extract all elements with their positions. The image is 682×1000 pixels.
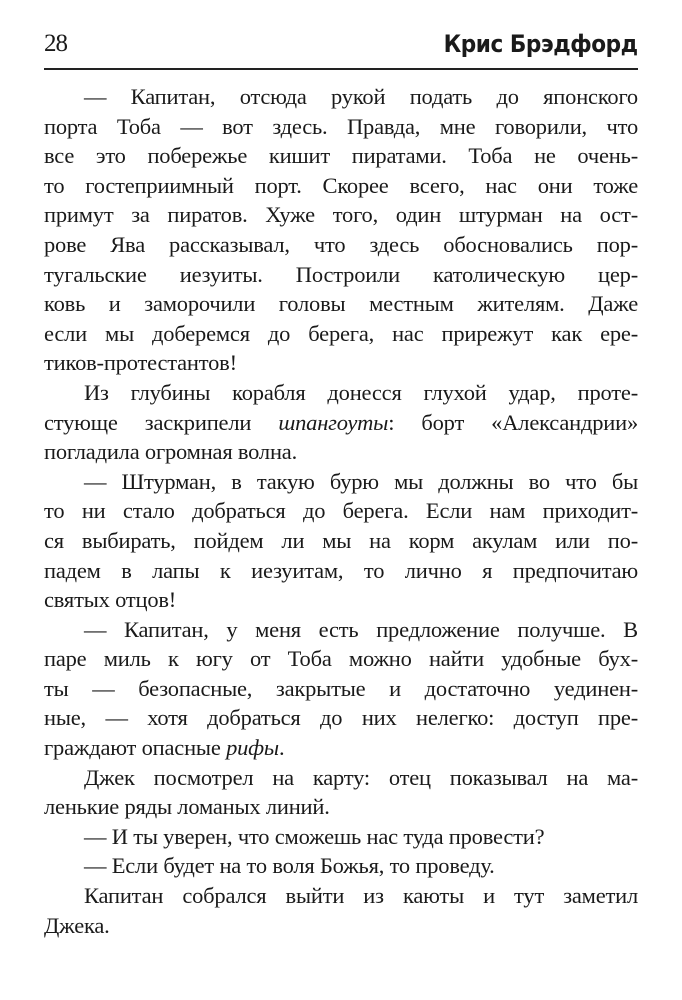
text-line: примут за пиратов. Хуже того, один штурман на ост- xyxy=(44,202,638,228)
text-line: паре миль к югу от Тоба можно найти удобные бух- xyxy=(44,646,638,672)
text-line: — Капитан, отсюда рукой подать до японского xyxy=(84,84,638,109)
text-line: Из глубины корабля донесся глухой удар, проте- xyxy=(84,379,638,405)
text-line: то ни стало добраться до берега. Если нам приходит- xyxy=(44,498,638,524)
text-line: ленькие ряды ломаных линий. xyxy=(44,794,330,820)
text-line xyxy=(44,408,638,438)
page-number: 28 xyxy=(44,30,67,57)
text-line: все это побережье кишит пиратами. Тоба не очень- xyxy=(44,143,638,169)
text-line: святых отцов! xyxy=(44,587,177,613)
text-line: Капитан собрался выйти из каюты и тут заметил xyxy=(84,883,638,909)
header-rule xyxy=(44,68,638,70)
text-line: — Если будет на то воля Божья, то проведу. xyxy=(84,853,495,879)
text-segment: граждают опасные xyxy=(44,735,227,761)
text-line: если мы доберемся до берега, нас прирежут как ере- xyxy=(44,320,638,346)
text-line: то гостеприимный порт. Скорее всего, нас они тоже xyxy=(44,172,638,198)
text-line: Джека. xyxy=(44,912,110,938)
italic-term: рифы xyxy=(226,735,279,761)
text-line: — Штурман, в такую бурю мы должны во что бы xyxy=(84,468,638,494)
text-line: ся выбирать, пойдем ли мы на корм акулам или по- xyxy=(44,527,638,553)
text-line: порта Тоба — вот здесь. Правда, мне говорили, что xyxy=(44,113,638,139)
text-line: погладила огромная волна. xyxy=(44,439,298,465)
text-line xyxy=(44,733,638,763)
text-line: падем в лапы к иезуитам, то лично я предпочитаю xyxy=(44,557,638,583)
running-header xyxy=(44,26,638,62)
text-line: — Капитан, у меня есть предложение получше. В xyxy=(84,616,638,642)
text-line: — И ты уверен, что сможешь нас туда провести? xyxy=(84,823,545,849)
text-line: ковь и заморочили головы местным жителям. Даже xyxy=(44,291,638,317)
text-line: рове Ява рассказывал, что здесь обосновались пор- xyxy=(44,231,638,257)
running-header-author: Крис Брэдфорд xyxy=(443,30,638,58)
text-segment: . xyxy=(278,735,285,761)
text-line: Джек посмотрел на карту: отец показывал на ма- xyxy=(84,764,638,790)
text-line: ты — безопасные, закрытые и достаточно уединен- xyxy=(44,675,638,701)
text-segment: стующе заскрипели xyxy=(44,409,279,435)
text-line: тиков-протестантов! xyxy=(44,350,237,376)
text-line: тугальские иезуиты. Построили католическую цер- xyxy=(44,261,638,287)
italic-term: шпангоуты xyxy=(278,409,389,435)
body-text xyxy=(44,82,638,940)
text-segment: : борт «Александрии» xyxy=(388,409,638,435)
text-line: ные, — хотя добраться до них нелегко: доступ пре- xyxy=(44,705,638,731)
